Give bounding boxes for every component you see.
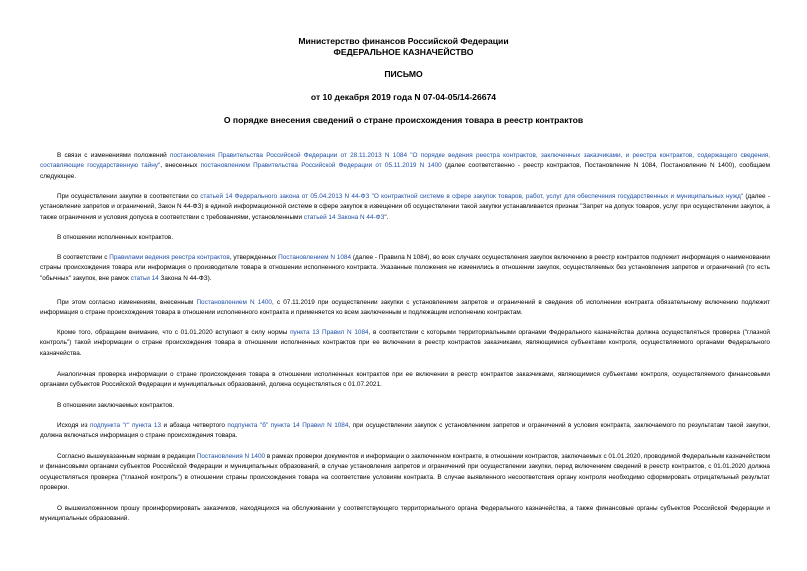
paragraph-5 xyxy=(40,298,770,319)
paragraph-text: (далее - Правила N 1084), во всех случаях осуществления закупок включению в реестр контрактов подлежит информация о наименовании страны происхождения товара или информация о производителе товара в отношении исполненного контракта. Указанные положения не изменились в отношении закупок, осуществляемых без установления запретов и ограничений (то есть "обычных" закупок, вне рамок xyxy=(40,254,770,282)
link-decree-1084[interactable]: постановления Правительства Российской Федерации от 28.11.2013 N 1084 "О порядке ведения реестра контрактов, заключенных заказчиками, и реестра контрактов, содержащего сведения, составляющие государственную тайну" xyxy=(40,152,770,170)
paragraph-text: При осуществлении закупки в соответствии со xyxy=(57,193,201,200)
paragraph-text: В связи с изменениями положений xyxy=(57,152,170,159)
link-decree-1400[interactable]: постановлением Правительства Российской Федерации от 05.11.2019 N 1400 xyxy=(200,162,442,170)
paragraph-2 xyxy=(40,192,770,223)
section-heading-executed: В отношении исполненных контрактов. xyxy=(57,234,174,241)
paragraph-text: Кроме того, обращаем внимание, что с 01.01.2020 вступают в силу нормы xyxy=(57,329,291,336)
paragraph-text: , внесенных xyxy=(160,162,201,170)
paragraph-text: О вышеизложенном прошу проинформировать заказчиков, находящихся на обслуживании у соответствующего территориального органа Федерального казначейства, а также финансовые органы субъектов Российской Федерации и муниципальных образований. xyxy=(40,505,770,523)
ministry-name: Министерство финансов Российской Федерации xyxy=(298,36,509,46)
paragraph-3 xyxy=(40,233,770,243)
paragraph-text: ". xyxy=(384,213,389,221)
paragraph-text: В соответствии с xyxy=(57,254,110,261)
paragraph-text: в рамках проверки документов и информации о заключенном контракте, в отношении контрактов, заключаемых с 01.01.2020, проводимой Федеральным казначейством и финансовыми органами субъектов Российской Федерации и муниципальных образований, в случае установления запретов и ограничений при осуществлении закупки, перед включением сведений в реестр контрактов, с 01.01.2020 должна осуществляться проверка ("глазной контроль") в отношении страны происхождения товара на соответствие условиям контракта. В случае выявленного несоответствия органу контроля необходимо сформировать отрицательный результат проверки. xyxy=(40,453,771,491)
paragraph-6 xyxy=(40,328,770,359)
paragraph-text: , при осуществлении закупок с установлением запретов и ограничений в условия контракта, заключаемого по результатам такой закупки, должна включаться информация о стране происхождения товара. xyxy=(40,422,770,440)
link-decree-1400-edition[interactable]: Постановления N 1400 xyxy=(196,453,266,460)
section-heading-concluded: В отношении заключаемых контрактов. xyxy=(57,402,175,409)
paragraph-text: , в соответствии с которыми территориальными органами Федерального казначейства должна осуществляться проверка ("глазной контроль") такой информации о стране происхождения товара в отношении исполненных контрактов при ее включении в реестр контрактов заказчиками, являющимися субъектами контроля, осуществляемого органами Федерального казначейства. xyxy=(40,329,770,357)
link-article-14[interactable]: статьи 14 xyxy=(130,274,159,282)
paragraph-7 xyxy=(40,370,770,391)
link-article-14-law[interactable]: статьей 14 Закона N 44-ФЗ xyxy=(303,213,385,221)
link-decree-1084-short[interactable]: Постановлением N 1084 xyxy=(278,254,352,261)
paragraph-text: Аналогичная проверка информации о стране происхождения товара в отношении исполненных контрактов при ее включении в реестр контрактов заказчиками, являющимися субъектами контроля, осуществляемого финансовыми органами субъектов Российской Федерации и муниципальных образований, должна осуществляться с 01.07.2021. xyxy=(40,371,770,389)
paragraph-text: (далее - установление запретов и ограничений, Закон N 44-ФЗ) в единой информационной системе в сфере закупок в извещении об осуществлении такой закупки устанавливается признак "Запрет на допуск товаров, услуг при осуществлении закупок, а также ограничения и условия допуска в соответствии с требованиями, установленными xyxy=(40,193,770,221)
paragraph-text: и абзаца четвертого xyxy=(161,422,228,429)
document-date-number: от 10 декабря 2019 года N 07-04-05/14-26674 xyxy=(310,92,497,102)
paragraph-text: Исходя из xyxy=(57,422,91,429)
paragraph-10 xyxy=(40,452,770,493)
treasury-name: ФЕДЕРАЛЬНОЕ КАЗНАЧЕЙСТВО xyxy=(333,47,474,57)
paragraph-text: (далее соответственно - реестр контрактов, Постановление N 1084, Постановление N 1400), сообщаем следующее. xyxy=(40,162,770,180)
paragraph-text: , с 07.11.2019 при осуществлении закупки с установлением запретов и ограничений в сведения об исполнении контракта обязательному включению подлежит информация о стране происхождения товара в отношении исполненного контракта и применяется ко всем заключенным и подлежащим исполнению контрактам. xyxy=(40,299,771,317)
paragraph-8 xyxy=(40,401,770,411)
paragraph-text: При этом согласно изменениям, внесенным xyxy=(57,299,197,306)
document-type: ПИСЬМО xyxy=(384,69,423,79)
link-law-44fz-article-14[interactable]: статьей 14 Федерального закона от 05.04.2013 N 44-ФЗ "О контрактной системе в сфере закупок товаров, работ, услуг для обеспечения государственных и муниципальных нужд" xyxy=(200,193,744,200)
paragraph-text: Закона N 44-ФЗ). xyxy=(158,274,212,282)
link-subitem-g-item-13[interactable]: подпункта "г" пункта 13 xyxy=(90,422,162,429)
paragraph-1 xyxy=(40,151,770,182)
paragraph-text: , утвержденных xyxy=(229,254,279,261)
link-registry-rules[interactable]: Правилами ведения реестра контрактов xyxy=(109,254,230,261)
document-subject: О порядке внесения сведений о стране происхождения товара в реестр контрактов xyxy=(223,115,584,125)
link-decree-1400-short[interactable]: Постановлением N 1400 xyxy=(196,299,272,306)
paragraph-11 xyxy=(40,504,770,525)
paragraph-text: Согласно вышеуказанным нормам в редакции xyxy=(57,453,197,460)
paragraph-4 xyxy=(40,253,770,284)
paragraph-9 xyxy=(40,421,770,442)
link-rules-1084-item-13[interactable]: пункта 13 Правил N 1084 xyxy=(290,329,369,336)
link-subitem-b-item-14[interactable]: подпункта "б" пункта 14 Правил N 1084 xyxy=(227,422,349,429)
